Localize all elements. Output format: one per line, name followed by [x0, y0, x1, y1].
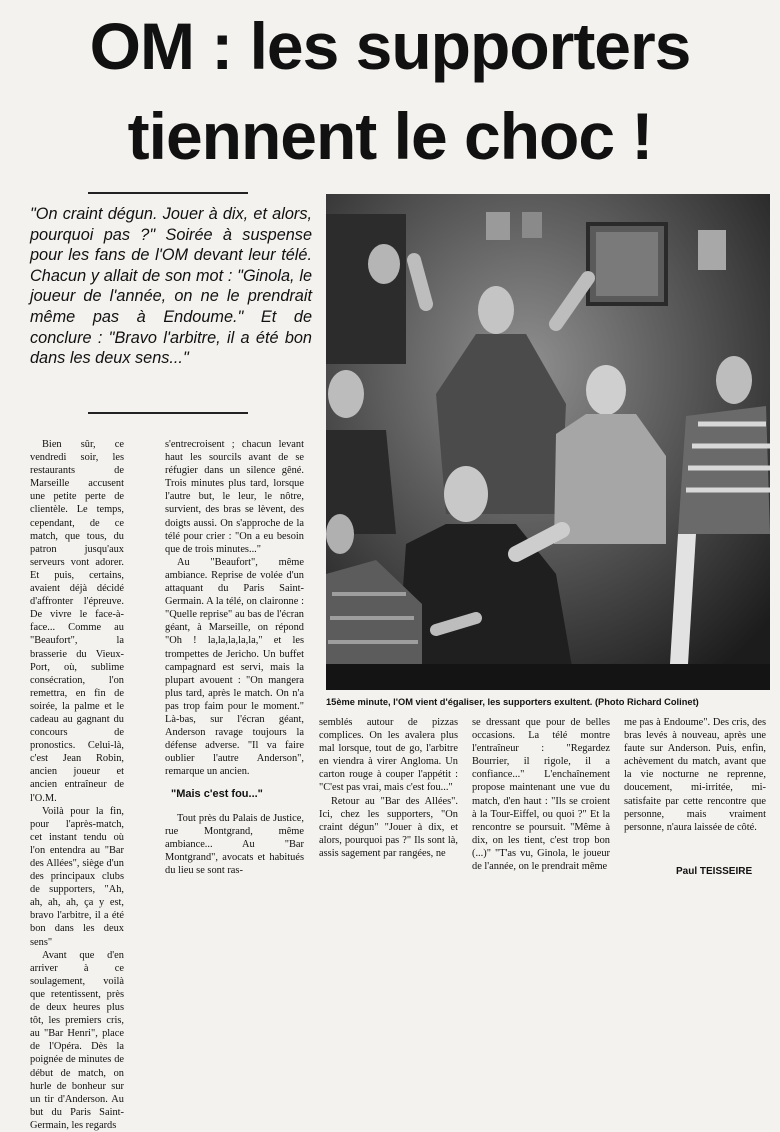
- column-2-paragraph-1: s'entrecroisent ; chacun levant haut les sourcils avant de se réfugier dans un silence gêné. Trois minutes plus tard, lorsque l'autre but, le leur, le nôtre, survient, des bras se lèvent, des doigts aussi. On s'approche de la télé pour crier : "On a eu besoin que de trois minutes...": [165, 439, 304, 555]
- photo-caption: 15ème minute, l'OM vient d'égaliser, les supporters exultent. (Photo Richard Colinet): [326, 697, 699, 707]
- article-column-4: [472, 716, 610, 884]
- column-1-paragraph-2: Voilà pour la fin, pour l'après-match, cet instant tendu où l'on entendra au "Bar des Allées", siège d'un des principaux clubs de supporters, "Ah, ah, ah, ah, ça y est, bravo l'arbitre, il a été bon dans les deux sens": [30, 805, 124, 948]
- column-3-paragraph-2: Retour au "Bar des Allées". Ici, chez les supporters, "On craint dégun" "Jouer à dix, et alors, pourquoi pas ?" Ils sont là, assis sagement par rangées, ne: [319, 795, 458, 859]
- byline: Paul TEISSEIRE: [676, 866, 753, 877]
- column-5-paragraph: me pas à Endoume". Des cris, des bras levés à nouveau, après une faute sur Anderson. Puis, enfin, achèvement du match, avant que la vie nocturne ne reprenne, doucement, mi-irritée, mi-satisfaite par cette rencontre que personne, mais vraiment personne, n'aura laissée de côté.: [624, 717, 766, 833]
- column-1-paragraph-1: Bien sûr, ce vendredi soir, les restaurants de Marseille accusent une petite perte de clientèle. Le temps, cependant, de ce match, que tous, du patron jusqu'aux serveurs vont adorer. Et puis, certains, avaient déjà décidé d'affronter l'épreuve. De vivre le face-à-face... Comme au "Beaufort", la brasserie du Vieux-Port, où, sublime consécration, l'on remettra, en fin de soirée, la palme et le cadeau au gagnant du concours de pronostics. Celui-là, c'est Jean Robin, ancien joueur et ancien entraîneur de l'O.M.: [30, 439, 124, 804]
- article-column-1: [30, 438, 124, 1131]
- article-column-3: [319, 716, 458, 884]
- column-4-paragraph: se dressant que pour de belles occasions. La télé montre l'entraîneur : "Regardez Bourrier, il rigole, il a confiance..." L'enchaînement propose maintenant une vue du match, d'en haut : "Ils se croient à la Tour-Eiffel, ou quoi ?" Et la rencontre se poursuit. "Même à dix, on les tient, c'est trop bon (...)" "T'as vu, Ginola, le joueur de l'année, on le prendrait même: [472, 717, 610, 873]
- column-2-paragraph-3: Tout près du Palais de Justice, rue Montgrand, même ambiance... Au "Bar Montgrand", avocats et habitués du lieu se sont ras-: [165, 812, 304, 876]
- headline-line-1: OM : les supporters: [89, 9, 691, 83]
- headline-line-2: tiennent le choc !: [127, 99, 653, 173]
- article-column-5: [624, 716, 766, 862]
- article-column-2: [165, 438, 304, 882]
- lede-bottom-rule: [88, 412, 248, 414]
- column-1-paragraph-3: Avant que d'en arriver à ce soulagement, voilà que retentissent, près de deux heures plus tôt, les premiers cris, au "Bar Henri", place de l'Opéra. Dès la poignée de minutes de début de match, on hurle de bonheur sur un tir d'Anderson. Au but du Paris Saint-Germain, les regards: [30, 949, 124, 1131]
- lede-top-rule: [88, 192, 248, 194]
- column-2-paragraph-2: Au "Beaufort", même ambiance. Reprise de volée d'un attaquant du Paris Saint-Germain. A la télé, on claironne : "Quelle reprise" au bas de l'écran géant, à Marseille, on répond "Oh ! la,la,la,la,la," et les trompettes de Jericho. Un buffet campagnard est servi, mais la plupart avouent : "On mangera plus tard, après le match. On n'a pas trop faim pour le moment." Là-bas, sur l'écran géant, Anderson ravage toujours la défense adverse. "Il va faire oublier l'autre Anderson", remarque un ancien.: [165, 556, 304, 778]
- column-3-paragraph-1: semblés autour de pizzas complices. On les avalera plus mal lorsque, tout de go, l'arbitre en viendra à virer Angloma. Un carton rouge à couper l'appétit : "C'est pas vrai, mais c'est fou...": [319, 717, 458, 794]
- column-2-subheading: "Mais c'est fou...": [171, 788, 263, 801]
- lede-quote: "On craint dégun. Jouer à dix, et alors, pourquoi pas ?" Soirée à suspense pour les fans de l'OM devant leur télé. Chacun y allait de son mot : "Ginola, le joueur de l'année, on ne le prendrait même pas à Endoume." Et de conclure : "Bravo l'arbitre, il a été bon dans les deux sens...": [30, 205, 312, 368]
- supporters-photo: [326, 194, 770, 690]
- photo-illustration: [326, 194, 770, 690]
